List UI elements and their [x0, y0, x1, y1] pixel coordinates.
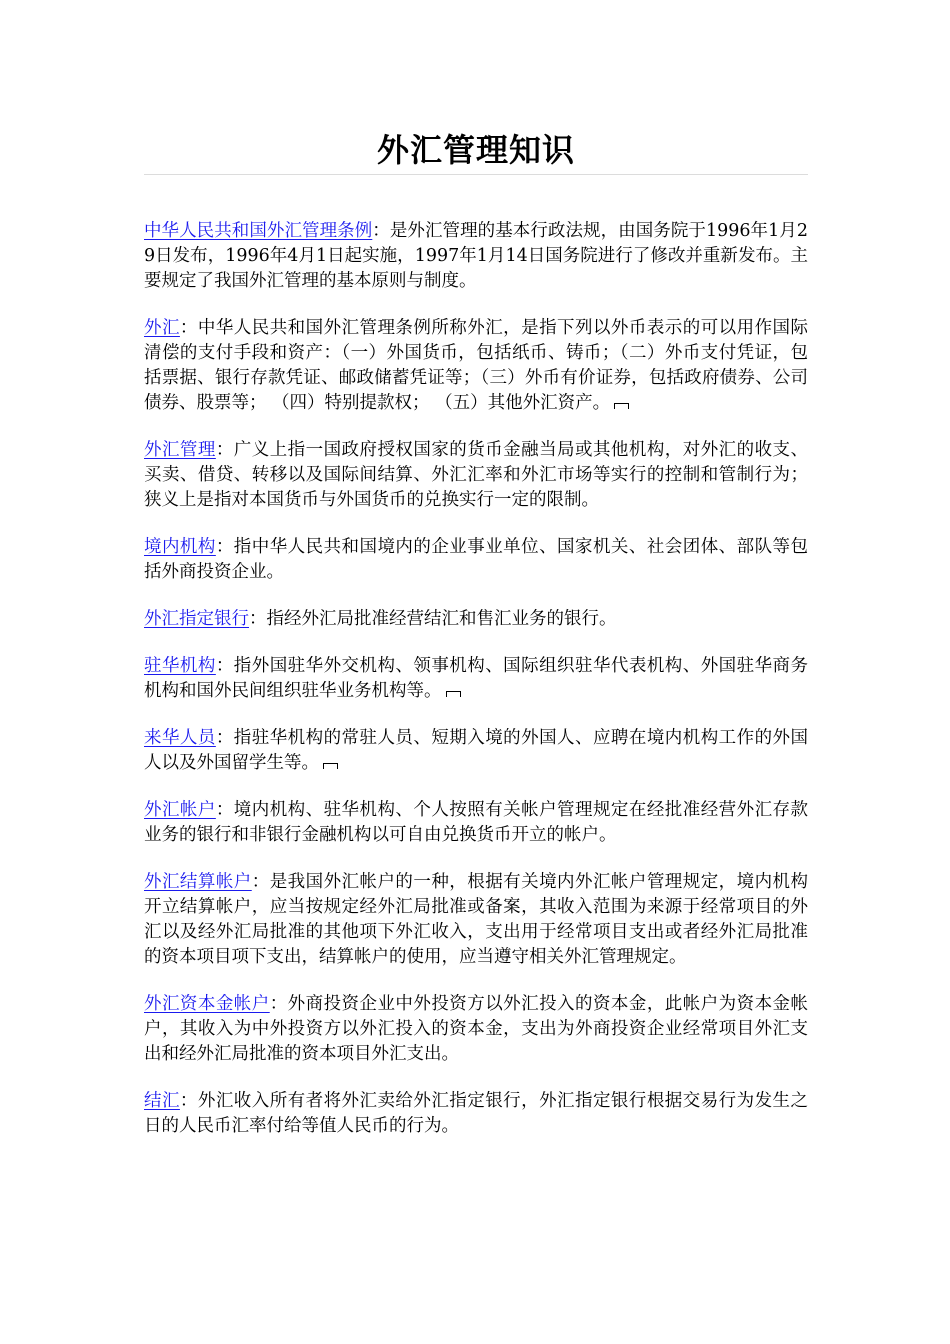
term-link[interactable]: 结汇 [144, 1091, 180, 1111]
term-definition: ：是我国外汇帐户的一种，根据有关境内外汇帐户管理规定，境内机构开立结算帐户，应当按规定经外汇局批准或备案，其收入范围为来源于经常项目的外汇以及经外汇局批准的其他项下外汇收入，支出用于经常项目支出或者经外汇局批准的资本项目项下支出，结算帐户的使用，应当遵守相关外汇管理规定。 [144, 872, 808, 967]
glossary-entry [144, 219, 808, 294]
document-page [144, 0, 808, 1161]
term-definition: ：指中华人民共和国境内的企业事业单位、国家机关、社会团体、部队等包括外商投资企业。 [144, 537, 809, 582]
title-divider [144, 174, 808, 175]
glossary-entry [144, 438, 808, 513]
glossary-entry [144, 726, 808, 776]
term-link[interactable]: 外汇帐户 [144, 800, 216, 820]
glossary-entry [144, 535, 808, 585]
term-definition: ：外汇收入所有者将外汇卖给外汇指定银行，外汇指定银行根据交易行为发生之日的人民币汇率付给等值人民币的行为。 [144, 1091, 809, 1136]
glossary-entry [144, 798, 808, 848]
footnote-mark-icon [323, 763, 338, 769]
term-definition: ：中华人民共和国外汇管理条例所称外汇，是指下列以外币表示的可以用作国际清偿的支付手段和资产：（一）外国货币，包括纸币、铸币；（二）外币支付凭证，包括票据、银行存款凭证、邮政储蓄凭证等；（三）外币有价证券，包括政府债券、公司债券、股票等； （四）特别提款权； （五）其他外汇资产。 [144, 318, 809, 413]
term-link[interactable]: 外汇资本金帐户 [144, 994, 270, 1014]
term-definition: ：广义上指一国政府授权国家的货币金融当局或其他机构，对外汇的收支、买卖、借贷、转移以及国际间结算、外汇汇率和外汇市场等实行的控制和管制行为；狭义上是指对本国货币与外国货币的兑换实行一定的限制。 [144, 440, 809, 510]
term-definition: ：指驻华机构的常驻人员、短期入境的外国人、应聘在境内机构工作的外国人以及外国留学生等。 [144, 728, 809, 773]
term-link[interactable]: 驻华机构 [144, 656, 216, 676]
glossary-entry [144, 316, 808, 416]
term-link[interactable]: 外汇 [144, 318, 180, 338]
term-link[interactable]: 外汇管理 [144, 440, 216, 460]
term-definition: ：指外国驻华外交机构、领事机构、国际组织驻华代表机构、外国驻华商务机构和国外民间组织驻华业务机构等。 [144, 656, 809, 701]
term-link[interactable]: 中华人民共和国外汇管理条例 [144, 221, 373, 241]
term-link[interactable]: 外汇结算帐户 [144, 872, 252, 892]
term-definition: ：指经外汇局批准经营结汇和售汇业务的银行。 [249, 609, 617, 629]
footnote-mark-icon [446, 691, 461, 697]
glossary-entry [144, 992, 808, 1067]
term-link[interactable]: 境内机构 [144, 537, 216, 557]
glossary-entry [144, 870, 808, 970]
term-definition: ：是外汇管理的基本行政法规，由国务院于1996年1月29日发布，1996年4月1日起实施，1997年1月14日国务院进行了修改并重新发布。主要规定了我国外汇管理的基本原则与制度。 [144, 221, 808, 291]
term-definition: ：外商投资企业中外投资方以外汇投入的资本金，此帐户为资本金帐户，其收入为中外投资方以外汇投入的资本金，支出为外商投资企业经常项目外汇支出和经外汇局批准的资本项目外汇支出。 [144, 994, 809, 1064]
document-title: 外汇管理知识 [376, 131, 575, 169]
term-link[interactable]: 来华人员 [144, 728, 216, 748]
footnote-mark-icon [614, 403, 629, 409]
term-definition: ：境内机构、驻华机构、个人按照有关帐户管理规定在经批准经营外汇存款业务的银行和非银行金融机构以可自由兑换货币开立的帐户。 [144, 800, 809, 845]
glossary-entry [144, 1089, 808, 1139]
glossary-entry [144, 607, 808, 632]
term-link[interactable]: 外汇指定银行 [144, 609, 249, 629]
glossary-list [144, 219, 808, 1139]
glossary-entry [144, 654, 808, 704]
